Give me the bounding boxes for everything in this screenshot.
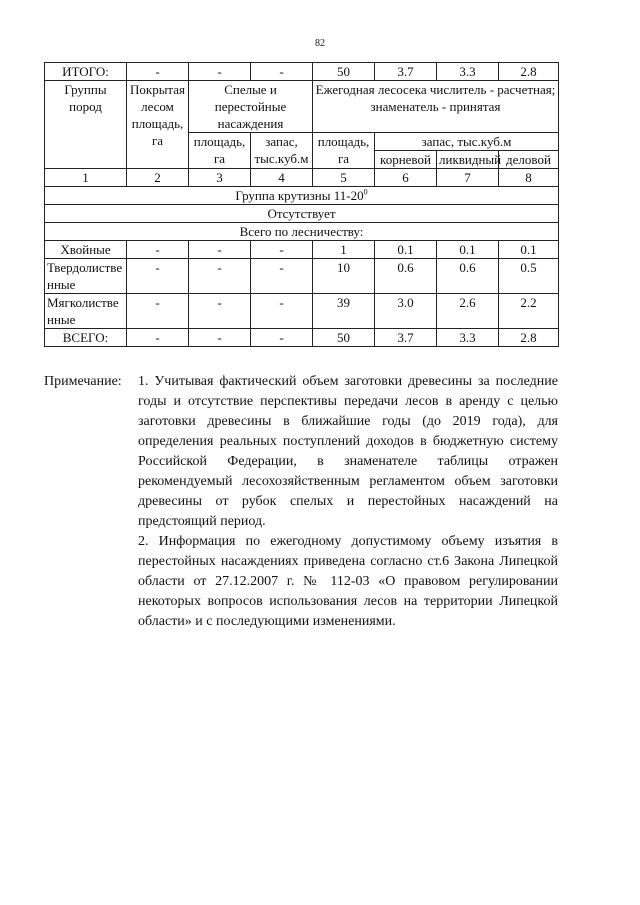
table-row: [45, 259, 559, 294]
header-row-1: [45, 81, 559, 133]
header-species: Группы пород: [45, 81, 127, 169]
cell: 1: [313, 241, 375, 259]
cell: 2.2: [499, 294, 559, 329]
cell: -: [251, 294, 313, 329]
cell: 0.6: [375, 259, 437, 294]
note-item-2: 2. Информация по ежегодному допустимому объему изъятия в перестойных насаждениях приведена согласно ст.6 Закона Липецкой области от 27.12.2007 г. № 112-03 «О правовом регулировании некоторых вопросов использования лесов на территории Липецкой области» и с последующими изменениями.: [138, 534, 558, 629]
column-number: 7: [437, 169, 499, 187]
cell: -: [189, 259, 251, 294]
group-title-text: Группа крутизны 11-20: [235, 188, 364, 203]
cell: 10: [313, 259, 375, 294]
column-number: 6: [375, 169, 437, 187]
page-number: 82: [315, 38, 325, 49]
total-bottom-label: ВСЕГО:: [45, 329, 127, 347]
cell: -: [189, 294, 251, 329]
total-top-label: ИТОГО:: [45, 63, 127, 81]
table-row: [45, 294, 559, 329]
note-section: [44, 372, 558, 632]
column-number: 5: [313, 169, 375, 187]
cell: -: [127, 241, 189, 259]
cell: 2.8: [499, 329, 559, 347]
degree-superscript: 0: [363, 187, 368, 197]
cell: 0.1: [437, 241, 499, 259]
column-number: 4: [251, 169, 313, 187]
header-business: деловой: [499, 151, 559, 169]
cell: -: [189, 241, 251, 259]
cell: 3.3: [437, 329, 499, 347]
cell: -: [127, 294, 189, 329]
cell: 39: [313, 294, 375, 329]
column-number: 3: [189, 169, 251, 187]
forest-table: [44, 62, 559, 347]
header-annual-stock: запас, тыс.куб.м: [375, 133, 559, 151]
note-body: [138, 372, 558, 632]
header-covered: Покрытая лесом площадь, га: [127, 81, 189, 169]
cell: -: [251, 329, 313, 347]
group-title-row: [45, 187, 559, 205]
cell: -: [189, 63, 251, 81]
cell: 3.0: [375, 294, 437, 329]
header-root: корневой: [375, 151, 437, 169]
note-label: Примечание:: [44, 374, 122, 389]
row-name: Хвойные: [45, 241, 127, 259]
absent-text: Отсутствует: [45, 205, 559, 223]
group-title: [45, 187, 559, 205]
cell: -: [127, 63, 189, 81]
header-liquid: ликвидный: [437, 151, 499, 169]
header-mature: Спелые и перестойные насаждения: [189, 81, 313, 133]
column-number: 2: [127, 169, 189, 187]
cell: 50: [313, 63, 375, 81]
forestry-total-text: Всего по лесничеству:: [45, 223, 559, 241]
header-mature-area: площадь, га: [189, 133, 251, 169]
column-number: 1: [45, 169, 127, 187]
cell: 3.3: [437, 63, 499, 81]
cell: -: [127, 329, 189, 347]
column-number-row: [45, 169, 559, 187]
table-row: [45, 241, 559, 259]
cell: 0.5: [499, 259, 559, 294]
cell: -: [189, 329, 251, 347]
cell: -: [251, 241, 313, 259]
cell: 0.1: [499, 241, 559, 259]
cell: -: [127, 259, 189, 294]
header-annual: Ежегодная лесосека числитель - расчетная; знаменатель - принятая: [313, 81, 559, 133]
row-name: Мягколиственные: [45, 294, 127, 329]
cell: 50: [313, 329, 375, 347]
absent-row: [45, 205, 559, 223]
cell: 0.6: [437, 259, 499, 294]
cell: 3.7: [375, 63, 437, 81]
header-annual-area: площадь, га: [313, 133, 375, 169]
total-bottom-row: [45, 329, 559, 347]
total-top-row: [45, 63, 559, 81]
note-item-1: 1. Учитывая фактический объем заготовки древесины за последние годы и отсутствие перспективы передачи лесов в аренду с целью заготовки древесины в ближайшие годы (до 2019 года), для определения реальных поступлений доходов в бюджетную систему Российской Федерации, в знаменателе таблицы отражен рекомендуемый лесохозяйственным регламентом объем заготовки древесины от рубок спелых и перестойных насаждений на предстоящий период.: [138, 374, 558, 529]
forestry-total-row: [45, 223, 559, 241]
cell: -: [251, 63, 313, 81]
cell: -: [251, 259, 313, 294]
cell: 2.8: [499, 63, 559, 81]
cell: 0.1: [375, 241, 437, 259]
header-mature-stock: запас, тыс.куб.м: [251, 133, 313, 169]
column-number: 8: [499, 169, 559, 187]
row-name: Твердолиственные: [45, 259, 127, 294]
cell: 3.7: [375, 329, 437, 347]
cell: 2.6: [437, 294, 499, 329]
